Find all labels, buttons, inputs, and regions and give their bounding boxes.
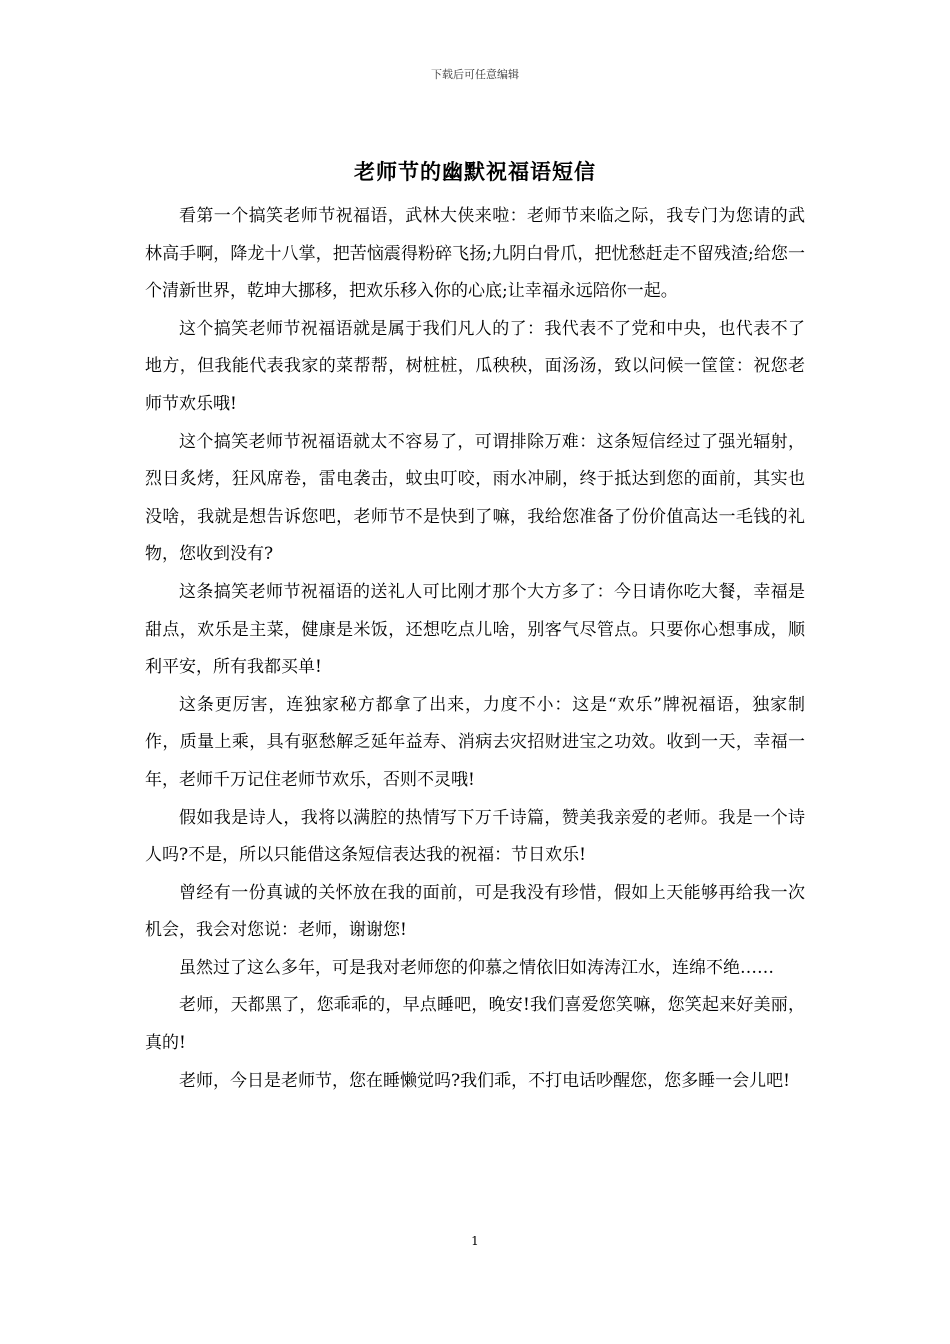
paragraph: 老师，天都黑了，您乖乖的，早点睡吧，晚安!我们喜爱您笑嘛，您笑起来好美丽，真的! <box>145 995 805 1054</box>
document-title: 老师节的幽默祝福语短信 <box>354 159 596 184</box>
paragraph: 这个搞笑老师节祝福语就太不容易了，可谓排除万难：这条短信经过了强光辐射，烈日炙烤，狂风席卷，雷电袭击，蚊虫叮咬，雨水冲刷，终于抵达到您的面前，其实也没啥，我就是想告诉您吧，老师节不是快到了嘛，我给您准备了份价值高达一毛钱的礼物，您收到没有? <box>145 431 805 565</box>
page-number: 1 <box>471 1234 479 1248</box>
header-note: 下载后可任意编辑 <box>431 68 519 81</box>
paragraph: 老师，今日是老师节，您在睡懒觉吗?我们乖，不打电话吵醒您，您多睡一会儿吧! <box>179 1070 790 1091</box>
paragraph: 这个搞笑老师节祝福语就是属于我们凡人的了：我代表不了党和中央，也代表不了地方，但我能代表我家的菜帮帮，树桩桩，瓜秧秧，面汤汤，致以问候一筐筐：祝您老师节欢乐哦! <box>145 318 805 414</box>
paragraph: 曾经有一份真诚的关怀放在我的面前，可是我没有珍惜，假如上天能够再给我一次机会，我会对您说：老师，谢谢您! <box>145 882 805 941</box>
document-body <box>145 198 805 1100</box>
paragraph: 虽然过了这么多年，可是我对老师您的仰慕之情依旧如涛涛江水，连绵不绝…… <box>179 957 774 978</box>
paragraph: 看第一个搞笑老师节祝福语，武林大侠来啦：老师节来临之际，我专门为您请的武林高手啊，降龙十八掌，把苦恼震得粉碎飞扬;九阴白骨爪，把忧愁赶走不留残渣;给您一个清新世界，乾坤大挪移，把欢乐移入你的心底;让幸福永远陪你一起。 <box>145 206 805 302</box>
paragraph: 这条更厉害，连独家秘方都拿了出来，力度不小：这是“欢乐”牌祝福语，独家制作，质量上乘，具有驱愁解乏延年益寿、消病去灾招财进宝之功效。收到一天，幸福一年，老师千万记住老师节欢乐，否则不灵哦! <box>145 694 805 790</box>
paragraph: 这条搞笑老师节祝福语的送礼人可比刚才那个大方多了：今日请你吃大餐，幸福是甜点，欢乐是主菜，健康是米饭，还想吃点儿啥，别客气尽管点。只要你心想事成，顺利平安，所有我都买单! <box>145 581 805 678</box>
paragraph: 假如我是诗人，我将以满腔的热情写下万千诗篇，赞美我亲爱的老师。我是一个诗人吗?不是，所以只能借这条短信表达我的祝福：节日欢乐! <box>145 807 805 866</box>
